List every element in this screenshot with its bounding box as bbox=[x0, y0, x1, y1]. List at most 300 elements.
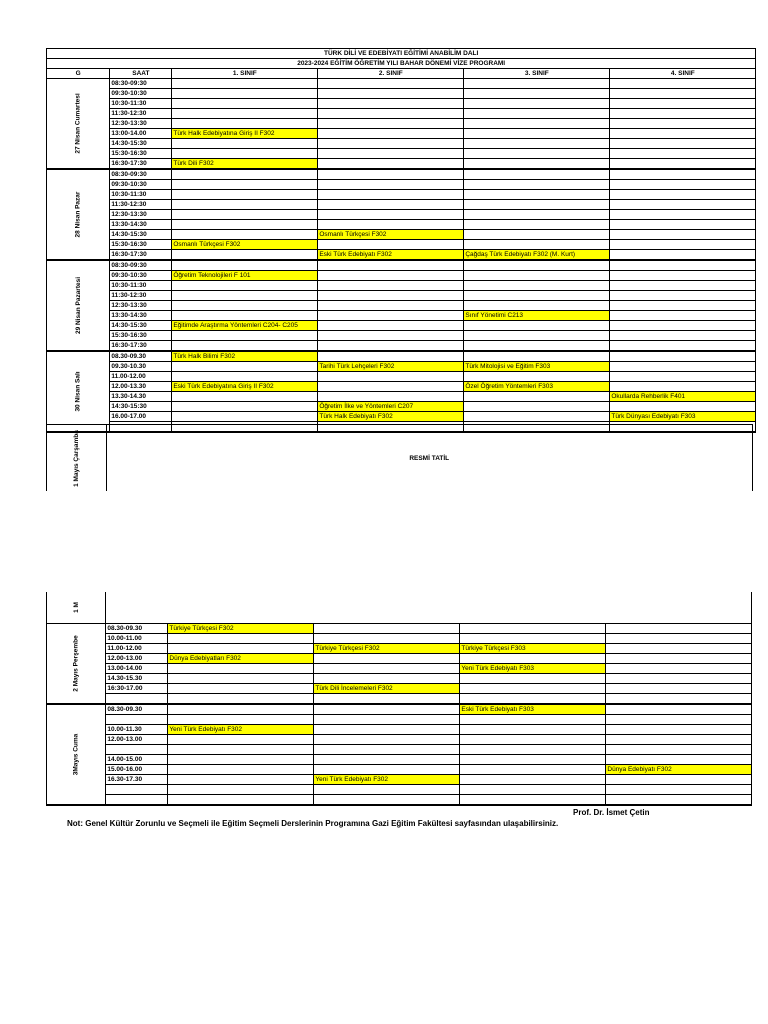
exam-cell-class-3 bbox=[464, 220, 610, 230]
exam-cell-class-3 bbox=[464, 351, 610, 362]
exam-cell-class-1 bbox=[172, 260, 318, 271]
exam-cell-class-2 bbox=[318, 301, 464, 311]
exam-cell-class-4 bbox=[610, 180, 756, 190]
exam-cell-class-3 bbox=[464, 301, 610, 311]
day-name: 30 Nisan Salı bbox=[74, 371, 82, 412]
exam-cell-class-3 bbox=[464, 79, 610, 89]
exam-cell-class-2 bbox=[314, 674, 460, 684]
time-slot: 08.30-09.30 bbox=[106, 624, 168, 634]
exam-cell-class-1 bbox=[172, 281, 318, 291]
exam-cell-class-1 bbox=[168, 694, 314, 705]
exam-cell-class-4 bbox=[610, 99, 756, 109]
day-name: 1 Mayıs Çarşamba bbox=[72, 429, 80, 487]
exam-cell-class-3 bbox=[460, 755, 606, 765]
exam-cell-class-4 bbox=[610, 240, 756, 250]
exam-cell-class-2 bbox=[318, 382, 464, 392]
time-slot: 11.00-12.00 bbox=[106, 644, 168, 654]
exam-cell-class-3 bbox=[464, 159, 610, 170]
schedule-row bbox=[47, 99, 756, 109]
exam-cell-class-1 bbox=[168, 765, 314, 775]
schedule-row bbox=[47, 129, 756, 139]
exam-cell-class-4 bbox=[610, 79, 756, 89]
exam-cell-class-1 bbox=[172, 139, 318, 149]
exam-cell-class-2 bbox=[318, 271, 464, 281]
exam-cell-class-4 bbox=[610, 321, 756, 331]
time-slot: 15.00-16.00 bbox=[106, 765, 168, 775]
exam-cell-class-1 bbox=[172, 79, 318, 89]
schedule-row bbox=[47, 210, 756, 220]
exam-cell-class-4 bbox=[606, 785, 752, 795]
exam-cell-class-1 bbox=[168, 664, 314, 674]
exam-cell-class-1 bbox=[172, 89, 318, 99]
schedule-row bbox=[47, 402, 756, 412]
column-header-time: SAAT bbox=[110, 69, 172, 79]
schedule-row bbox=[47, 745, 752, 755]
exam-cell-class-3 bbox=[464, 321, 610, 331]
exam-cell-class-1 bbox=[168, 644, 314, 654]
exam-cell-class-2 bbox=[314, 795, 460, 806]
exam-cell-class-2 bbox=[318, 341, 464, 352]
schedule-row bbox=[47, 694, 752, 705]
exam-cell-class-3 bbox=[464, 210, 610, 220]
exam-cell-class-3 bbox=[460, 775, 606, 785]
time-slot bbox=[106, 694, 168, 705]
exam-cell-class-4 bbox=[610, 109, 756, 119]
exam-cell-class-4 bbox=[610, 362, 756, 372]
schedule-row bbox=[47, 704, 752, 715]
exam-cell-class-4: Türk Dünyası Edebiyatı F303 bbox=[610, 412, 756, 422]
exam-cell-class-1 bbox=[172, 311, 318, 321]
exam-cell-class-1 bbox=[172, 250, 318, 261]
schedule-table-top bbox=[46, 48, 756, 433]
schedule-row bbox=[47, 240, 756, 250]
time-slot bbox=[106, 795, 168, 806]
exam-cell-class-3 bbox=[460, 674, 606, 684]
schedule-row bbox=[47, 260, 756, 271]
exam-cell-class-4 bbox=[610, 281, 756, 291]
day-name: 2 Mayıs Perşembe bbox=[72, 635, 80, 692]
schedule-row bbox=[47, 755, 752, 765]
time-slot: 10.00-11.30 bbox=[106, 725, 168, 735]
schedule-row bbox=[47, 220, 756, 230]
time-slot: 13:30-14:30 bbox=[110, 220, 172, 230]
exam-cell-class-1 bbox=[168, 684, 314, 694]
exam-cell-class-4 bbox=[606, 735, 752, 745]
exam-cell-class-4 bbox=[606, 704, 752, 715]
exam-cell-class-1 bbox=[172, 341, 318, 352]
department-title: TÜRK DİLİ VE EDEBİYATI EĞİTİMİ ANABİLİM DALI bbox=[47, 49, 756, 59]
time-slot: 15:30-16:30 bbox=[110, 331, 172, 341]
column-header-class-2: 2. SINIF bbox=[318, 69, 464, 79]
time-slot bbox=[106, 715, 168, 725]
exam-cell-class-3 bbox=[464, 129, 610, 139]
holiday-continuation bbox=[106, 592, 752, 624]
exam-cell-class-3 bbox=[460, 735, 606, 745]
exam-cell-class-2 bbox=[318, 372, 464, 382]
exam-cell-class-2 bbox=[318, 281, 464, 291]
schedule-row bbox=[47, 301, 756, 311]
exam-cell-class-3 bbox=[460, 785, 606, 795]
exam-cell-class-1 bbox=[172, 149, 318, 159]
exam-cell-class-2 bbox=[314, 725, 460, 735]
exam-cell-class-3 bbox=[464, 119, 610, 129]
exam-cell-class-3 bbox=[460, 684, 606, 694]
exam-cell-class-3 bbox=[464, 190, 610, 200]
exam-cell-class-4 bbox=[610, 190, 756, 200]
exam-cell-class-4 bbox=[610, 250, 756, 261]
day-label bbox=[47, 624, 106, 705]
exam-cell-class-3 bbox=[460, 654, 606, 664]
exam-cell-class-1 bbox=[168, 745, 314, 755]
exam-cell-class-3 bbox=[464, 180, 610, 190]
schedule-row bbox=[47, 674, 752, 684]
time-slot: 10:30-11:30 bbox=[110, 281, 172, 291]
exam-cell-class-4 bbox=[610, 210, 756, 220]
time-slot: 12.00-13.00 bbox=[106, 654, 168, 664]
time-slot: 11:30-12:30 bbox=[110, 200, 172, 210]
time-slot: 13:00-14.00 bbox=[110, 129, 172, 139]
schedule-row bbox=[47, 230, 756, 240]
exam-cell-class-3 bbox=[460, 765, 606, 775]
exam-cell-class-2 bbox=[318, 149, 464, 159]
exam-cell-class-4 bbox=[610, 331, 756, 341]
exam-cell-class-1 bbox=[172, 220, 318, 230]
exam-cell-class-4 bbox=[610, 129, 756, 139]
time-slot bbox=[106, 785, 168, 795]
time-slot: 10:30-11:30 bbox=[110, 190, 172, 200]
time-slot: 12.00-13.00 bbox=[106, 735, 168, 745]
exam-cell-class-3 bbox=[464, 281, 610, 291]
exam-cell-class-4 bbox=[606, 795, 752, 806]
time-slot: 13:30-14:30 bbox=[110, 311, 172, 321]
exam-cell-class-3 bbox=[460, 694, 606, 705]
exam-cell-class-3: Eski Türk Edebiyatı F303 bbox=[460, 704, 606, 715]
exam-cell-class-2 bbox=[314, 694, 460, 705]
exam-cell-class-3 bbox=[464, 260, 610, 271]
exam-cell-class-4: Okullarda Rehberlik F401 bbox=[610, 392, 756, 402]
schedule-row bbox=[47, 412, 756, 422]
exam-cell-class-4 bbox=[606, 644, 752, 654]
exam-cell-class-3 bbox=[464, 240, 610, 250]
time-slot: 08.30-09.30 bbox=[110, 351, 172, 362]
schedule-row bbox=[47, 684, 752, 694]
exam-cell-class-2 bbox=[318, 119, 464, 129]
exam-cell-class-4 bbox=[610, 220, 756, 230]
time-slot: 16:30-17:30 bbox=[110, 341, 172, 352]
day-label bbox=[47, 79, 110, 170]
exam-cell-class-1: Öğretim Teknolojileri F 101 bbox=[172, 271, 318, 281]
exam-cell-class-4 bbox=[606, 715, 752, 725]
exam-cell-class-2 bbox=[318, 351, 464, 362]
day-label bbox=[47, 351, 110, 432]
exam-cell-class-2 bbox=[318, 139, 464, 149]
schedule-row bbox=[47, 372, 756, 382]
exam-cell-class-1 bbox=[172, 362, 318, 372]
exam-cell-class-2 bbox=[318, 331, 464, 341]
column-header-class-4: 4. SINIF bbox=[610, 69, 756, 79]
exam-cell-class-1 bbox=[168, 735, 314, 745]
time-slot: 15:30-16:30 bbox=[110, 240, 172, 250]
day-name: 3Mayıs Cuma bbox=[72, 733, 80, 776]
day-label-holiday bbox=[47, 425, 107, 492]
exam-cell-class-1 bbox=[172, 99, 318, 109]
exam-cell-class-4 bbox=[606, 634, 752, 644]
exam-cell-class-2: Türk Halk Edebiyatı F302 bbox=[318, 412, 464, 422]
schedule-row bbox=[47, 119, 756, 129]
signature: Prof. Dr. İsmet Çetin bbox=[573, 808, 650, 817]
schedule-row bbox=[47, 321, 756, 331]
exam-cell-class-1: Osmanlı Türkçesi F302 bbox=[172, 240, 318, 250]
time-slot: 16:30-17:30 bbox=[110, 159, 172, 170]
exam-cell-class-4 bbox=[610, 301, 756, 311]
exam-cell-class-1 bbox=[172, 402, 318, 412]
time-slot: 15:30-16:30 bbox=[110, 149, 172, 159]
exam-cell-class-2 bbox=[318, 392, 464, 402]
exam-cell-class-3: Türkiye Türkçesi F303 bbox=[460, 644, 606, 654]
exam-cell-class-3 bbox=[464, 200, 610, 210]
exam-cell-class-4 bbox=[610, 351, 756, 362]
day-name-fragment: 1 M bbox=[72, 602, 80, 613]
exam-cell-class-4 bbox=[606, 684, 752, 694]
exam-cell-class-2 bbox=[318, 109, 464, 119]
schedule-row bbox=[47, 79, 756, 89]
exam-cell-class-2 bbox=[318, 291, 464, 301]
schedule-row bbox=[47, 149, 756, 159]
schedule-row bbox=[47, 180, 756, 190]
time-slot: 14:30-15:30 bbox=[110, 230, 172, 240]
exam-cell-class-1 bbox=[172, 331, 318, 341]
exam-cell-class-3 bbox=[464, 341, 610, 352]
exam-cell-class-3 bbox=[464, 402, 610, 412]
exam-cell-class-3 bbox=[464, 99, 610, 109]
exam-cell-class-1: Türk Halk Bilimi F302 bbox=[172, 351, 318, 362]
exam-cell-class-4 bbox=[606, 694, 752, 705]
exam-cell-class-4 bbox=[610, 149, 756, 159]
exam-cell-class-1: Dünya Edebiyatları F302 bbox=[168, 654, 314, 664]
holiday-label: RESMİ TATİL bbox=[106, 425, 752, 492]
exam-cell-class-1 bbox=[168, 795, 314, 806]
schedule-row bbox=[47, 271, 756, 281]
exam-cell-class-2 bbox=[314, 765, 460, 775]
exam-cell-class-2 bbox=[314, 664, 460, 674]
exam-cell-class-4 bbox=[606, 654, 752, 664]
exam-cell-class-3 bbox=[460, 745, 606, 755]
exam-cell-class-1: Türk Halk Edebiyatına Giriş II F302 bbox=[172, 129, 318, 139]
exam-cell-class-1: Eğitimde Araştırma Yöntemleri C204- C205 bbox=[172, 321, 318, 331]
exam-cell-class-1 bbox=[172, 200, 318, 210]
exam-cell-class-1: Türkiye Türkçesi F302 bbox=[168, 624, 314, 634]
exam-cell-class-4 bbox=[606, 624, 752, 634]
exam-cell-class-2 bbox=[318, 169, 464, 180]
exam-cell-class-1: Yeni Türk Edebiyatı F302 bbox=[168, 725, 314, 735]
exam-cell-class-2: Eski Türk Edebiyatı F302 bbox=[318, 250, 464, 261]
exam-cell-class-4 bbox=[610, 230, 756, 240]
exam-cell-class-3 bbox=[464, 392, 610, 402]
schedule-row bbox=[47, 664, 752, 674]
exam-cell-class-1 bbox=[168, 785, 314, 795]
exam-cell-class-2 bbox=[314, 735, 460, 745]
time-slot: 09:30-10:30 bbox=[110, 89, 172, 99]
schedule-row bbox=[47, 634, 752, 644]
exam-cell-class-1 bbox=[168, 704, 314, 715]
exam-cell-class-4 bbox=[606, 745, 752, 755]
exam-cell-class-3 bbox=[464, 271, 610, 281]
exam-cell-class-1 bbox=[172, 412, 318, 422]
exam-cell-class-3 bbox=[464, 139, 610, 149]
schedule-row bbox=[47, 735, 752, 745]
exam-cell-class-4 bbox=[610, 291, 756, 301]
day-name: 29 Nisan Pazartesi bbox=[74, 276, 82, 335]
exam-cell-class-2 bbox=[318, 190, 464, 200]
exam-cell-class-2: Tarihi Türk Lehçeleri F302 bbox=[318, 362, 464, 372]
exam-cell-class-1 bbox=[172, 301, 318, 311]
schedule-row bbox=[47, 392, 756, 402]
time-slot: 09.30-10.30 bbox=[110, 362, 172, 372]
exam-cell-class-3 bbox=[460, 624, 606, 634]
exam-cell-class-3 bbox=[464, 169, 610, 180]
time-slot: 14.30-15.30 bbox=[106, 674, 168, 684]
exam-cell-class-2 bbox=[318, 260, 464, 271]
exam-cell-class-2: Yeni Türk Edebiyatı F302 bbox=[314, 775, 460, 785]
exam-cell-class-4 bbox=[610, 372, 756, 382]
exam-cell-class-2 bbox=[314, 745, 460, 755]
schedule-row bbox=[47, 311, 756, 321]
schedule-row bbox=[47, 765, 752, 775]
time-slot: 14:30-15:30 bbox=[110, 139, 172, 149]
exam-cell-class-2 bbox=[318, 79, 464, 89]
time-slot: 09:30-10:30 bbox=[110, 180, 172, 190]
column-header-day: G bbox=[47, 69, 110, 79]
schedule-row bbox=[47, 331, 756, 341]
exam-cell-class-3 bbox=[464, 291, 610, 301]
exam-cell-class-4 bbox=[610, 382, 756, 392]
schedule-row bbox=[47, 291, 756, 301]
schedule-row bbox=[47, 725, 752, 735]
time-slot: 14.00-15.00 bbox=[106, 755, 168, 765]
schedule-row bbox=[47, 775, 752, 785]
exam-cell-class-2 bbox=[314, 634, 460, 644]
exam-cell-class-1: Türk Dili F302 bbox=[172, 159, 318, 170]
exam-cell-class-3: Türk Mitolojisi ve Eğitim F303 bbox=[464, 362, 610, 372]
time-slot: 10.00-11.00 bbox=[106, 634, 168, 644]
exam-cell-class-3 bbox=[460, 725, 606, 735]
day-label bbox=[47, 704, 106, 805]
exam-cell-class-3 bbox=[460, 715, 606, 725]
exam-cell-class-4 bbox=[610, 260, 756, 271]
schedule-row bbox=[47, 644, 752, 654]
time-slot: 16:30-17.00 bbox=[106, 684, 168, 694]
exam-cell-class-4 bbox=[610, 311, 756, 321]
exam-cell-class-4 bbox=[610, 89, 756, 99]
day-label bbox=[47, 169, 110, 260]
exam-cell-class-1 bbox=[172, 372, 318, 382]
exam-cell-class-2 bbox=[318, 321, 464, 331]
exam-cell-class-1 bbox=[172, 169, 318, 180]
exam-cell-class-2: Osmanlı Türkçesi F302 bbox=[318, 230, 464, 240]
time-slot: 12.00-13.30 bbox=[110, 382, 172, 392]
time-slot: 12:30-13:30 bbox=[110, 119, 172, 129]
day-name: 28 Nisan Pazar bbox=[74, 191, 82, 238]
time-slot: 11:30-12:30 bbox=[110, 291, 172, 301]
schedule-row bbox=[47, 341, 756, 352]
exam-cell-class-3 bbox=[464, 89, 610, 99]
exam-cell-class-3 bbox=[464, 149, 610, 159]
exam-cell-class-4 bbox=[610, 271, 756, 281]
day-name: 27 Nisan Cumartesi bbox=[74, 93, 82, 154]
exam-cell-class-4 bbox=[606, 755, 752, 765]
time-slot: 14:30-15:30 bbox=[110, 402, 172, 412]
exam-cell-class-3: Özel Öğretim Yöntemleri F303 bbox=[464, 382, 610, 392]
exam-cell-class-2 bbox=[318, 129, 464, 139]
time-slot: 14:30-15:30 bbox=[110, 321, 172, 331]
exam-cell-class-4 bbox=[606, 725, 752, 735]
schedule-row bbox=[47, 89, 756, 99]
exam-cell-class-4 bbox=[610, 200, 756, 210]
exam-cell-class-1 bbox=[172, 109, 318, 119]
exam-cell-class-3 bbox=[464, 109, 610, 119]
time-slot: 16.30-17.30 bbox=[106, 775, 168, 785]
exam-cell-class-2 bbox=[314, 755, 460, 765]
footer-note: Not: Genel Kültür Zorunlu ve Seçmeli ile Eğitim Seçmeli Derslerinin Programına Gazi Eğitim Fakültesi sayfasından ulaşabilirsiniz. bbox=[67, 819, 559, 828]
exam-cell-class-1 bbox=[168, 634, 314, 644]
exam-cell-class-1 bbox=[172, 392, 318, 402]
exam-cell-class-4 bbox=[610, 139, 756, 149]
time-slot: 16.00-17.00 bbox=[110, 412, 172, 422]
program-title: 2023-2024 EĞİTİM ÖĞRETİM YILI BAHAR DÖNEMİ VİZE PROGRAMI bbox=[47, 59, 756, 69]
exam-cell-class-2 bbox=[318, 159, 464, 170]
exam-cell-class-2 bbox=[314, 715, 460, 725]
exam-cell-class-1 bbox=[168, 674, 314, 684]
schedule-row bbox=[47, 785, 752, 795]
exam-cell-class-2: Öğretim İlke ve Yöntemleri C207 bbox=[318, 402, 464, 412]
exam-cell-class-1: Eski Türk Edebiyatına Giriş II F302 bbox=[172, 382, 318, 392]
exam-cell-class-2: Türkiye Türkçesi F302 bbox=[314, 644, 460, 654]
schedule-row bbox=[47, 654, 752, 664]
time-slot: 08:30-09:30 bbox=[110, 79, 172, 89]
exam-cell-class-3 bbox=[464, 331, 610, 341]
column-header-class-1: 1. SINIF bbox=[172, 69, 318, 79]
schedule-row bbox=[47, 200, 756, 210]
exam-cell-class-4: Dünya Edebiyatı F302 bbox=[606, 765, 752, 775]
exam-cell-class-1 bbox=[172, 190, 318, 200]
exam-cell-class-2 bbox=[318, 220, 464, 230]
exam-cell-class-2 bbox=[318, 210, 464, 220]
schedule-row bbox=[47, 281, 756, 291]
schedule-row bbox=[47, 715, 752, 725]
time-slot: 10:30-11:30 bbox=[110, 99, 172, 109]
exam-cell-class-3 bbox=[464, 230, 610, 240]
time-slot: 08:30-09:30 bbox=[110, 169, 172, 180]
schedule-row bbox=[47, 139, 756, 149]
time-slot: 12:30-13:30 bbox=[110, 301, 172, 311]
exam-cell-class-1 bbox=[172, 291, 318, 301]
exam-cell-class-4 bbox=[610, 169, 756, 180]
exam-cell-class-2: Türk Dili İncelemeleri F302 bbox=[314, 684, 460, 694]
exam-cell-class-4 bbox=[610, 119, 756, 129]
schedule-row bbox=[47, 190, 756, 200]
schedule-row bbox=[47, 351, 756, 362]
exam-cell-class-4 bbox=[606, 664, 752, 674]
holiday-table bbox=[46, 424, 753, 491]
exam-cell-class-1 bbox=[172, 230, 318, 240]
time-slot: 13.00-14.00 bbox=[106, 664, 168, 674]
time-slot: 12:30-13:30 bbox=[110, 210, 172, 220]
schedule-row bbox=[47, 250, 756, 261]
exam-cell-class-2 bbox=[314, 624, 460, 634]
time-slot: 16:30-17:30 bbox=[110, 250, 172, 261]
exam-cell-class-2 bbox=[314, 785, 460, 795]
schedule-row bbox=[47, 169, 756, 180]
